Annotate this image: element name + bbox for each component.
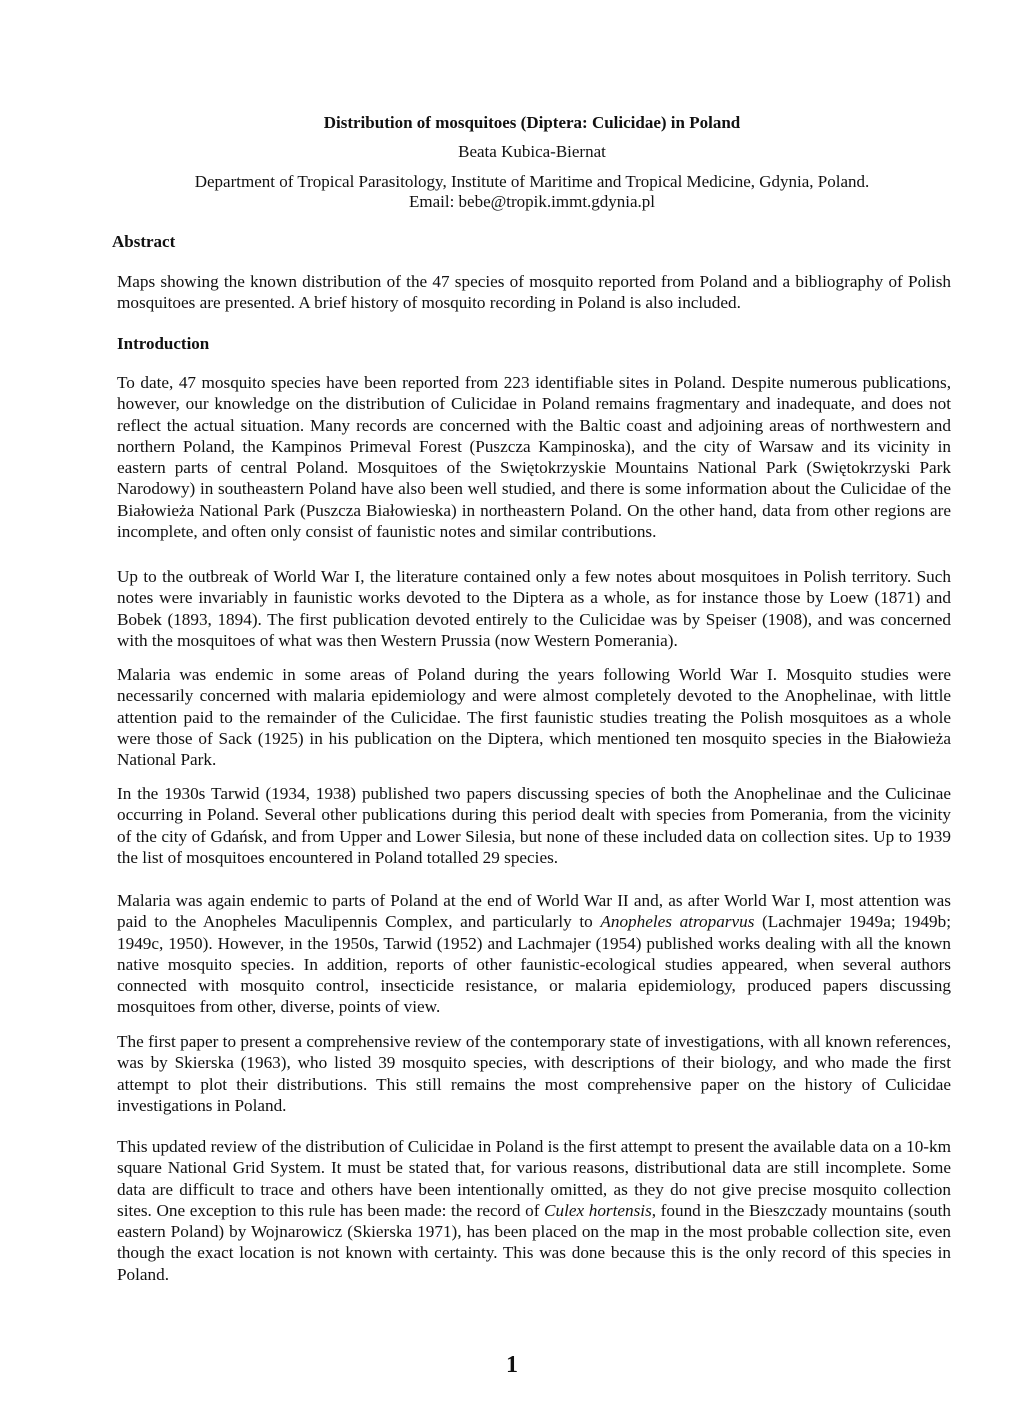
abstract-text: Maps showing the known distribution of the 47 species of mosquito reported from Poland and a bibliography of Polish mosquitoes are presented. A brief history of mosquito recording in Poland is also included.	[117, 272, 951, 313]
intro-paragraph-6: The first paper to present a comprehensive review of the contemporary state of investigations, with all known references, was by Skierska (1963), who listed 39 mosquito species, with descriptions of their biology, and who made the first attempt to plot their distributions. This still remains the most comprehensive paper on the history of Culicidae investigations in Poland.	[117, 1032, 951, 1115]
intro-paragraph-4: In the 1930s Tarwid (1934, 1938) published two papers discussing species of both the Anophelinae and the Culicinae occurring in Poland. Several other publications during this period dealt with species from Pomerania, from the vicinity of the city of Gdańsk, and from Upper and Lower Silesia, but none of these included data on collection sites. Up to 1939 the list of mosquitoes encountered in Poland totalled 29 species.	[117, 784, 951, 867]
paragraph-text: (Lachmajer 1949a; 1949b; 1949c, 1950). However, in the 1950s, Tarwid (1952) and Lachmajer (1954) published works dealing with all the known native mosquito species. In addition, reports of other faunistic-ecological studies appeared, when several authors connected with mosquito control, insecticide resistance, or malaria epidemiology, produced papers discussing mosquitoes from other, diverse, points of view.	[117, 912, 951, 1017]
intro-paragraph-1: To date, 47 mosquito species have been reported from 223 identifiable sites in Poland. Despite numerous publications, however, our knowledge on the distribution of Culicidae in Poland remains fragmentary and inadequate, and does not reflect the actual situation. Many records are concerned with the Baltic coast and adjoining areas of northwestern and northern Poland, the Kampinos Primeval Forest (Puszcza Kampinoska), and the city of Warsaw and its vicinity in eastern parts of central Poland. Mosquitoes of the Swiętokrzyskie Mountains National Park (Swiętokrzyski Park Narodowy) in southeastern Poland have also been well studied, and there is some information about the Culicidae of the Białowieża National Park (Puszcza Białowieska) in northeastern Poland. On the other hand, data from other regions are incomplete, and often only consist of faunistic notes and similar contributions.	[117, 373, 951, 542]
introduction-heading: Introduction	[117, 334, 210, 353]
author-name: Beata Kubica-Biernat	[458, 142, 606, 161]
intro-paragraph-5	[117, 890, 951, 1018]
intro-paragraph-3: Malaria was endemic in some areas of Poland during the years following World War I. Mosquito studies were necessarily concerned with malaria epidemiology and were almost completely devoted to the Anophelinae, with little attention paid to the remainder of the Culicidae. The first faunistic studies treating the Polish mosquitoes as a whole were those of Sack (1925) in his publication on the Diptera, which mentioned ten mosquito species in the Białowieża National Park.	[117, 665, 951, 770]
intro-paragraph-7	[117, 1136, 951, 1285]
author-email: Email: bebe@tropik.immt.gdynia.pl	[408, 192, 656, 211]
intro-paragraph-2: Up to the outbreak of World War I, the literature contained only a few notes about mosquitoes in Polish territory. Such notes were invariably in faunistic works devoted to the Diptera as a whole, as for instance those by Loew (1871) and Bobek (1893, 1894). The first publication devoted entirely to the Culicidae was by Speiser (1908), and was concerned with the mosquitoes of what was then Western Prussia (now Western Pomerania).	[117, 567, 951, 650]
species-name: Anopheles atroparvus	[600, 912, 755, 932]
page-number: 1	[506, 1352, 518, 1378]
paragraph-text: , found in the Bieszczady mountains (south eastern Poland) by Wojnarowicz (Skierska 1971), has been placed on the map in the most probable collection site, even though the exact location is not known with certainty. This was done because this is the only record of this species in Poland.	[117, 1200, 952, 1284]
paragraph-text: This updated review of the distribution of Culicidae in Poland is the first attempt to present the available data on a 10-km square National Grid System. It must be stated that, for various reasons, distributional data are still incomplete. Some data are difficult to trace and others have been intentionally omitted, as they do not give precise mosquito collection sites. One exception to this rule has been made: the record of	[117, 1137, 951, 1220]
species-name: Culex hortensis	[544, 1200, 652, 1220]
paper-title: Distribution of mosquitoes (Diptera: Culicidae) in Poland	[323, 113, 741, 132]
abstract-heading: Abstract	[112, 232, 176, 251]
paragraph-text: Malaria was again endemic to parts of Poland at the end of World War II and, as after World War I, most attention was paid to the Anopheles Maculipennis Complex, and particularly to	[117, 891, 951, 932]
author-affiliation: Department of Tropical Parasitology, Institute of Maritime and Tropical Medicine, Gdynia, Poland.	[194, 172, 870, 191]
